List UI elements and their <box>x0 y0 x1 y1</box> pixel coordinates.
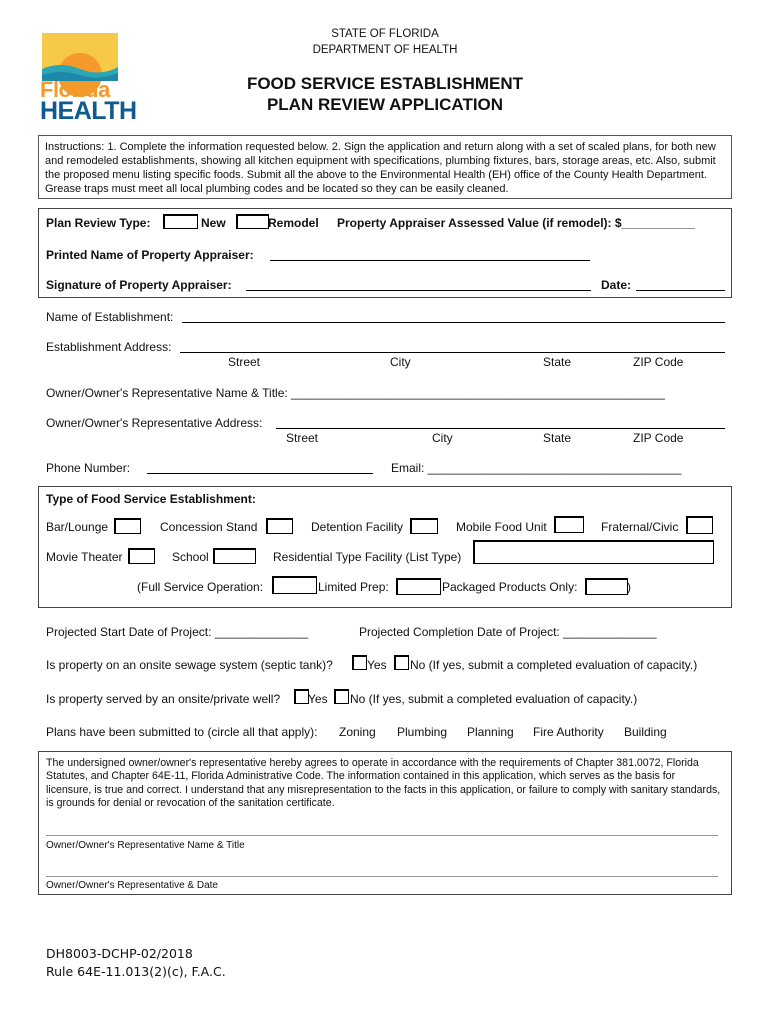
declaration-text: The undersigned owner/owner's representative hereby agrees to operate in accordance with the requirements of Chapter 381.0072, Florida Statutes, and Chapter 64E-11, Florida Administrative Code. The information contained in this application, which serves as the basis for licensure, is true and correct. I understand that any misrepresentation to the facts in this application, or failure to comply with sanitary standards, is grounds for denial or revocation of the sanitation certificate. <box>46 757 721 809</box>
movie-theater-label: Movie Theater <box>46 550 123 564</box>
instructions-text: Instructions: 1. Complete the information requested below. 2. Sign the application and return along with a set of scaled plans, for both new and remodeled establishments, showing all kitchen equipment with specifications, plumbing fixtures, bars, storage areas, etc. Also, submit the proposed menu listing specific foods. Submit all the above to the Environmental Health (EH) office of the County Health Department. Grease traps must meet all local plumbing codes and be located so they can be easily cleaned. <box>45 141 716 195</box>
mobile-food-unit-label: Mobile Food Unit <box>456 520 547 534</box>
form-title-line1: FOOD SERVICE ESTABLISHMENT <box>246 74 524 93</box>
close-paren: ) <box>627 580 631 594</box>
address-city-caption: City <box>390 355 411 369</box>
septic-no-label: No (If yes, submit a completed evaluation of capacity.) <box>410 658 698 672</box>
printed-name-line[interactable] <box>270 260 590 261</box>
limited-prep-checkbox[interactable] <box>396 578 441 595</box>
bar-lounge-label: Bar/Lounge <box>46 520 109 534</box>
well-yes-checkbox[interactable] <box>294 689 309 704</box>
establishment-name-label: Name of Establishment: <box>46 310 174 324</box>
state-heading: STATE OF FLORIDA <box>331 28 439 40</box>
owner-city-caption: City <box>432 431 453 445</box>
plans-submitted-label: Plans have been submitted to (circle all that apply): <box>46 725 318 739</box>
establishment-name-line[interactable] <box>182 322 725 323</box>
bar-lounge-checkbox[interactable] <box>114 518 141 534</box>
packaged-products-label: Packaged Products Only: <box>442 580 578 594</box>
plans-option-zoning[interactable]: Zoning <box>339 725 376 739</box>
new-checkbox[interactable] <box>163 214 198 229</box>
establishment-address-label: Establishment Address: <box>46 340 172 354</box>
department-heading: DEPARTMENT OF HEALTH <box>312 44 458 56</box>
form-id: DH8003-DCHP-02/2018 <box>46 946 193 961</box>
signature-label: Signature of Property Appraiser: <box>46 278 232 292</box>
assessed-value-label: Property Appraiser Assessed Value (if remodel): $___________ <box>337 216 695 230</box>
remodel-label: Remodel <box>268 216 319 230</box>
address-street-caption: Street <box>228 355 261 369</box>
fraternal-civic-label: Fraternal/Civic <box>601 520 679 534</box>
residential-type-field[interactable] <box>473 540 714 564</box>
concession-stand-checkbox[interactable] <box>266 518 293 534</box>
address-zip-caption: ZIP Code <box>633 355 684 369</box>
plans-option-plumbing[interactable]: Plumbing <box>397 725 448 739</box>
school-checkbox[interactable] <box>213 548 256 564</box>
well-no-checkbox[interactable] <box>334 689 349 704</box>
owner-zip-caption: ZIP Code <box>633 431 684 445</box>
printed-name-label: Printed Name of Property Appraiser: <box>46 248 254 262</box>
septic-question: Is property on an onsite sewage system (septic tank)? <box>46 658 333 672</box>
limited-prep-label: Limited Prep: <box>318 580 389 594</box>
fraternal-civic-checkbox[interactable] <box>686 516 713 534</box>
septic-yes-label: Yes <box>367 658 387 672</box>
movie-theater-checkbox[interactable] <box>128 548 155 564</box>
establishment-type-heading: Type of Food Service Establishment: <box>46 492 256 506</box>
remodel-checkbox[interactable] <box>236 214 269 229</box>
owner-street-caption: Street <box>286 431 319 445</box>
phone-line[interactable] <box>147 473 373 474</box>
school-label: School <box>172 550 209 564</box>
projected-start-date[interactable]: Projected Start Date of Project: ______________ <box>46 625 309 639</box>
plans-option-planning[interactable]: Planning <box>467 725 514 739</box>
full-service-checkbox[interactable] <box>272 576 317 594</box>
sig1-caption: Owner/Owner's Representative Name & Title <box>46 840 245 851</box>
plans-option-building[interactable]: Building <box>624 725 667 739</box>
owner-address-label: Owner/Owner's Representative Address: <box>46 416 263 430</box>
date-line[interactable] <box>636 290 725 291</box>
mobile-food-unit-checkbox[interactable] <box>554 516 584 533</box>
detention-facility-checkbox[interactable] <box>410 518 438 534</box>
residential-facility-label: Residential Type Facility (List Type) <box>273 550 462 564</box>
well-yes-label: Yes <box>308 692 328 706</box>
owner-name-title-label[interactable]: Owner/Owner's Representative Name & Title: ________________________________________________________ <box>46 386 665 400</box>
email-label[interactable]: Email: ______________________________________ <box>391 461 682 475</box>
well-question: Is property served by an onsite/private well? <box>46 692 281 706</box>
plans-option-fire-authority[interactable]: Fire Authority <box>533 725 604 739</box>
detention-facility-label: Detention Facility <box>311 520 404 534</box>
owner-state-caption: State <box>543 431 572 445</box>
address-state-caption: State <box>543 355 572 369</box>
instructions-panel <box>38 135 732 199</box>
sig2-caption: Owner/Owner's Representative & Date <box>46 880 218 891</box>
plan-review-type-label: Plan Review Type: <box>46 216 151 230</box>
sig1-line[interactable] <box>46 835 718 836</box>
well-no-label: No (If yes, submit a completed evaluation of capacity.) <box>350 692 638 706</box>
concession-stand-label: Concession Stand <box>160 520 258 534</box>
rule-reference: Rule 64E-11.013(2)(c), F.A.C. <box>46 964 226 979</box>
logo-florida-text: Florida <box>40 77 110 102</box>
owner-address-line[interactable] <box>276 428 725 429</box>
septic-no-checkbox[interactable] <box>394 655 409 670</box>
date-label: Date: <box>601 278 632 292</box>
form-title-line2: PLAN REVIEW APPLICATION <box>266 95 504 114</box>
new-label: New <box>201 216 226 230</box>
logo-health-text: HEALTH <box>40 97 137 125</box>
septic-yes-checkbox[interactable] <box>352 655 367 670</box>
full-service-label: (Full Service Operation: <box>137 580 264 594</box>
packaged-products-checkbox[interactable] <box>585 578 628 595</box>
signature-line[interactable] <box>246 290 591 291</box>
phone-label: Phone Number: <box>46 461 131 475</box>
establishment-address-line[interactable] <box>180 352 725 353</box>
projected-completion-date[interactable]: Projected Completion Date of Project: ______________ <box>359 625 657 639</box>
sig2-line[interactable] <box>46 876 718 877</box>
